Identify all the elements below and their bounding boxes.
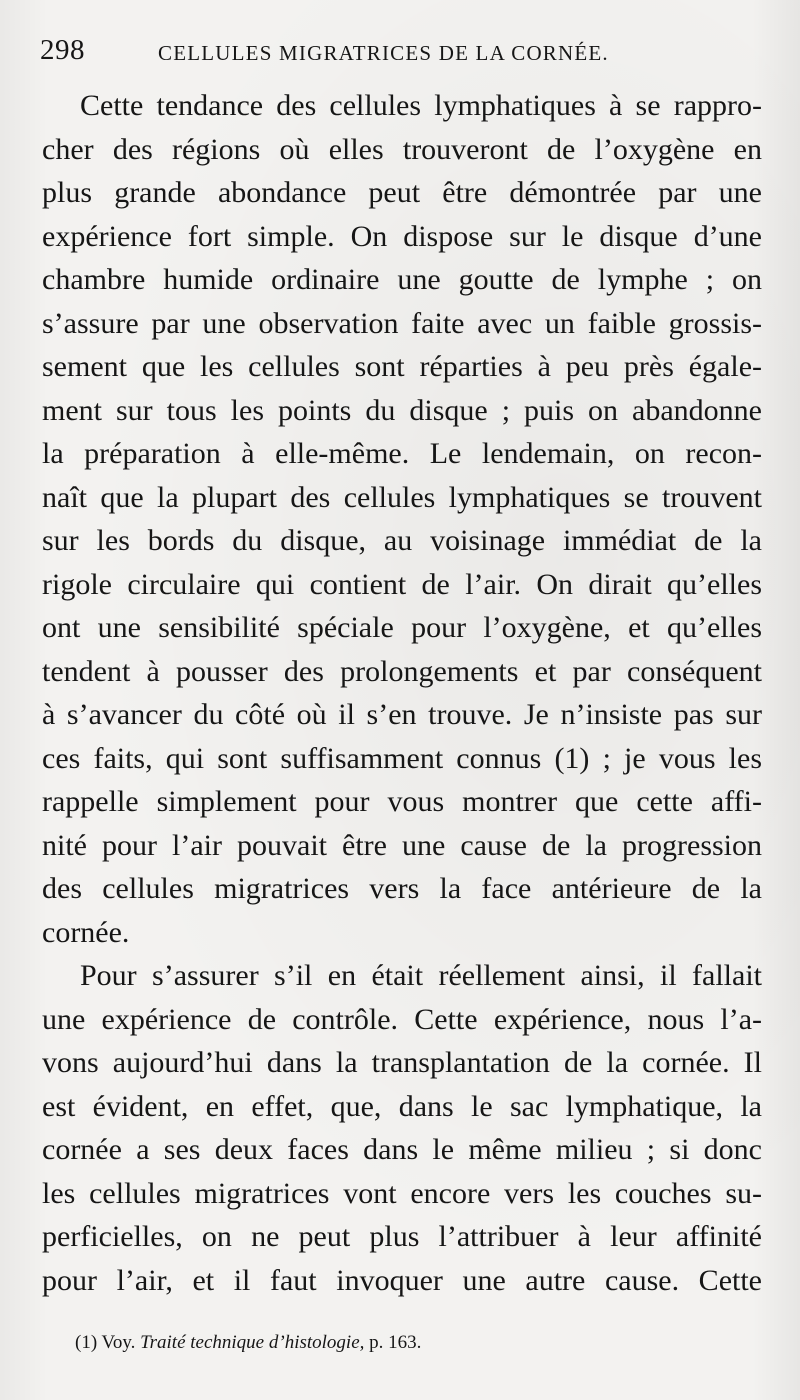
text-line: chambre humide ordinaire une goutte de lymphe ; on bbox=[42, 263, 762, 296]
text-line: la préparation à elle-même. Le lendemain, on recon- bbox=[42, 437, 762, 470]
text-line: pour l’air, et il faut invoquer une autre cause. Cette bbox=[42, 1263, 762, 1297]
text-line: naît que la plupart des cellules lymphatiques se trouvent bbox=[42, 480, 762, 514]
paragraph bbox=[42, 84, 762, 954]
text-line: Cette tendance des cellules lymphatiques à se rappro- bbox=[80, 89, 762, 122]
footnote-title: Traité technique d’histologie, bbox=[140, 1332, 365, 1353]
text-line: des cellules migratrices vers la face antérieure de la bbox=[42, 872, 762, 905]
body-text bbox=[42, 84, 762, 1302]
text-line: tendent à pousser des prolongements et par conséquent bbox=[42, 654, 762, 688]
text-line: ces faits, qui sont suffisamment connus (1) ; je vous les bbox=[42, 741, 762, 775]
text-line: rigole circulaire qui contient de l’air. On dirait qu’elles bbox=[42, 567, 762, 601]
text-line: nité pour l’air pouvait être une cause de la progression bbox=[42, 828, 762, 862]
footnote-marker: (1) Voy. bbox=[75, 1332, 136, 1353]
text-line: cornée. bbox=[42, 915, 130, 949]
running-title: CELLULES MIGRATRICES DE LA CORNÉE. bbox=[158, 41, 609, 65]
text-line: cher des régions où elles trouveront de l’oxygène en bbox=[42, 132, 762, 166]
text-line: est évident, en effet, que, dans le sac lymphatique, la bbox=[42, 1089, 762, 1123]
text-line: sur les bords du disque, au voisinage immédiat de la bbox=[42, 524, 762, 557]
footnote bbox=[75, 1332, 421, 1354]
text-line: une expérience de contrôle. Cette expérience, nous l’a- bbox=[42, 1002, 762, 1036]
text-line: s’assure par une observation faite avec un faible grossis- bbox=[42, 306, 762, 340]
text-line: Pour s’assurer s’il en était réellement ainsi, il fallait bbox=[80, 959, 762, 992]
running-head bbox=[40, 34, 760, 68]
text-line: perficielles, on ne peut plus l’attribuer à leur affinité bbox=[42, 1220, 762, 1253]
text-line: sement que les cellules sont réparties à peu près égale- bbox=[42, 350, 762, 383]
paragraph bbox=[42, 954, 762, 1302]
text-line: rappelle simplement pour vous montrer que cette affi- bbox=[42, 785, 762, 818]
text-line: cornée a ses deux faces dans le même milieu ; si donc bbox=[42, 1133, 762, 1166]
text-line: ment sur tous les points du disque ; puis on abandonne bbox=[42, 393, 762, 427]
text-line: les cellules migratrices vont encore vers les couches su- bbox=[42, 1176, 762, 1210]
text-line: ont une sensibilité spéciale pour l’oxygène, et qu’elles bbox=[42, 611, 762, 644]
text-line: vons aujourd’hui dans la transplantation de la cornée. Il bbox=[42, 1046, 762, 1079]
text-line: à s’avancer du côté où il s’en trouve. Je n’insiste pas sur bbox=[42, 698, 762, 731]
text-line: expérience fort simple. On dispose sur le disque d’une bbox=[42, 219, 762, 253]
text-line: plus grande abondance peut être démontrée par une bbox=[42, 176, 762, 209]
page-number: 298 bbox=[40, 34, 85, 66]
footnote-page: p. 163. bbox=[369, 1332, 422, 1353]
